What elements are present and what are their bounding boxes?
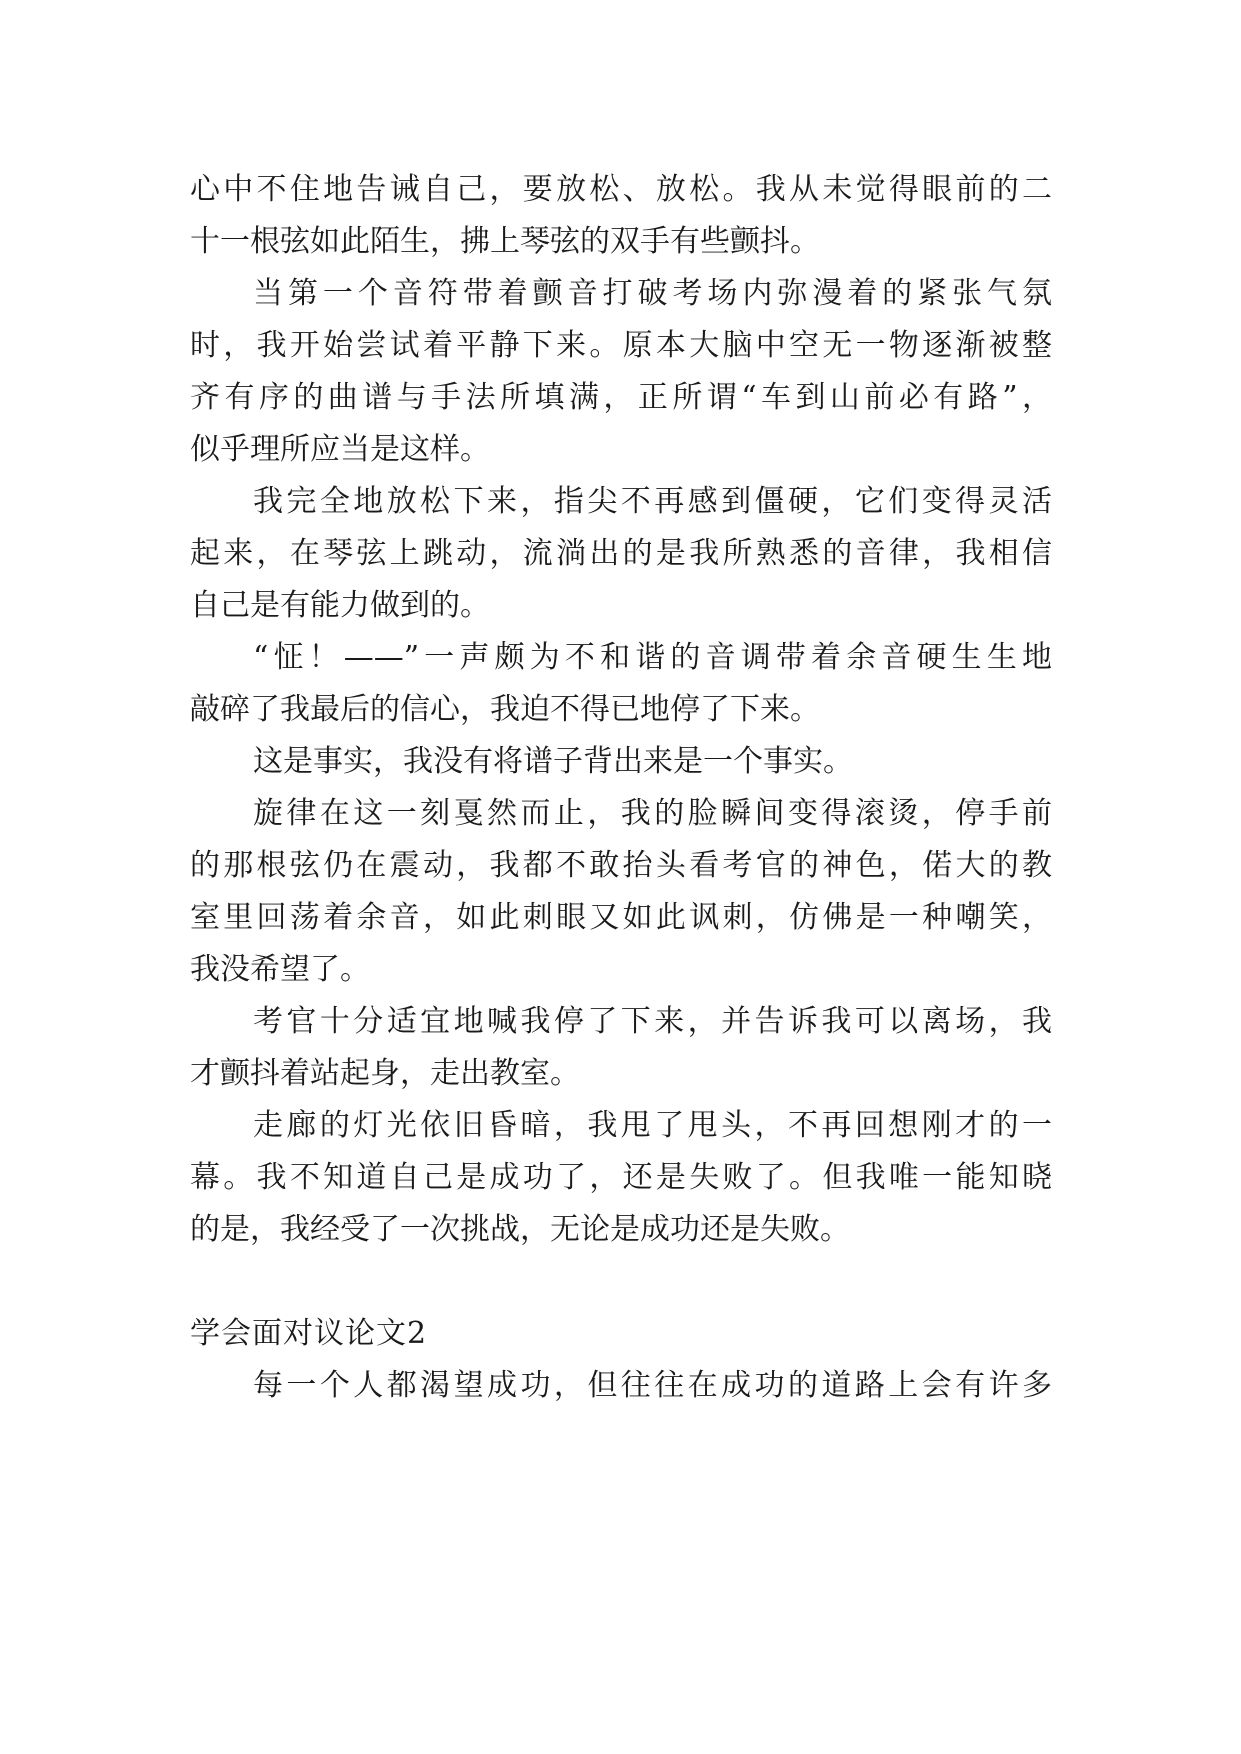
text-line: 幕。我不知道自己是成功了，还是失败了。但我唯一能知晓	[190, 1160, 1052, 1195]
section-heading: 学会面对议论文2	[190, 1316, 428, 1351]
text-line: 心中不住地告诫自己，要放松、放松。我从未觉得眼前的二	[190, 172, 1052, 207]
text-line: 起来，在琴弦上跳动，流淌出的是我所熟悉的音律，我相信	[190, 536, 1052, 571]
text-line: 走廊的灯光依旧昏暗，我甩了甩头，不再回想刚才的一	[253, 1108, 1052, 1143]
text-line: 自己是有能力做到的。	[190, 588, 490, 623]
text-line: 当第一个音符带着颤音打破考场内弥漫着的紧张气氛	[253, 276, 1052, 311]
text-line: 齐有序的曲谱与手法所填满，正所谓“车到山前必有路”，	[190, 380, 1052, 415]
text-line: “怔！——”一声颇为不和谐的音调带着余音硬生生地	[253, 640, 1052, 675]
text-line: 我完全地放松下来，指尖不再感到僵硬，它们变得灵活	[253, 484, 1052, 519]
blank-line	[190, 1256, 1052, 1308]
text-line: 的那根弦仍在震动，我都不敢抬头看考官的神色，偌大的教	[190, 848, 1052, 883]
text-line: 的是，我经受了一次挑战，无论是成功还是失败。	[190, 1212, 850, 1247]
text-line: 考官十分适宜地喊我停了下来，并告诉我可以离场，我	[253, 1004, 1052, 1039]
document-page	[190, 164, 1052, 1412]
text-line: 室里回荡着余音，如此刺眼又如此讽刺，仿佛是一种嘲笑，	[190, 900, 1052, 935]
text-line: 敲碎了我最后的信心，我迫不得已地停了下来。	[190, 692, 820, 727]
text-line: 似乎理所应当是这样。	[190, 432, 490, 467]
text-line: 才颤抖着站起身，走出教室。	[190, 1056, 580, 1091]
text-line: 每一个人都渴望成功，但往往在成功的道路上会有许多	[253, 1368, 1052, 1403]
text-line: 这是事实，我没有将谱子背出来是一个事实。	[253, 744, 853, 779]
text-line: 十一根弦如此陌生，拂上琴弦的双手有些颤抖。	[190, 224, 820, 259]
text-line: 我没希望了。	[190, 952, 370, 987]
text-line: 时，我开始尝试着平静下来。原本大脑中空无一物逐渐被整	[190, 328, 1052, 363]
text-line: 旋律在这一刻戛然而止，我的脸瞬间变得滚烫，停手前	[253, 796, 1052, 831]
